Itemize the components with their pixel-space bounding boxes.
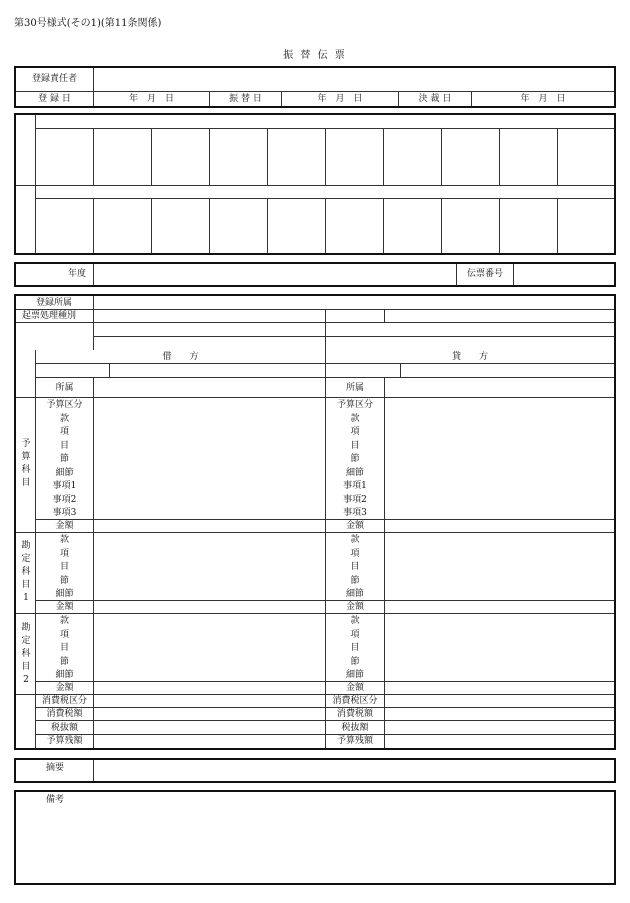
debit-acct2-kan: 款: [59, 616, 69, 626]
credit-budget-jikou2: 事項2: [343, 494, 367, 505]
credit-budget-moku: 目: [350, 440, 360, 451]
credit-budget-jikou1: 事項1: [343, 481, 367, 491]
form-title: 振 替 伝 票: [283, 50, 347, 61]
fiscal-year-label: 年度: [68, 269, 87, 279]
debit-tax-category: 消費税区分: [41, 696, 87, 706]
credit-tax-category: 消費税区分: [332, 696, 378, 706]
reg-dept-field[interactable]: [95, 297, 612, 308]
transfer-date-label: 振 替 日: [229, 94, 262, 104]
registrant-field[interactable]: [95, 70, 611, 89]
debit-acct1-moku: 目: [59, 562, 69, 572]
transfer-date-field[interactable]: 年 月 日: [317, 94, 363, 104]
debit-acct2-moku: 目: [59, 643, 69, 653]
credit-budget-jikou3: 事項3: [343, 508, 367, 518]
debit-budget-kan: 款: [59, 413, 69, 424]
debit-budget-amount: 金額: [55, 521, 74, 531]
credit-acct2-kan: 款: [350, 616, 360, 626]
stamp-grid-box: [14, 113, 616, 255]
debit-acct1-setsu: 節: [59, 575, 69, 586]
credit-dept-label: 所属: [345, 383, 364, 393]
proc-type-label: 起票処理種別: [22, 311, 77, 321]
credit-tax-amount: 消費税額: [336, 709, 373, 719]
debit-budget-saisetsu: 細節: [55, 467, 74, 478]
credit-acct1-amount: 金額: [345, 602, 364, 612]
credit-acct2-moku: 目: [350, 643, 360, 653]
debit-tax-amount: 消費税額: [46, 709, 83, 719]
credit-acct1-moku: 目: [350, 562, 360, 572]
form-id: 第30号様式(その1)(第11条関係): [14, 18, 162, 29]
reg-date-label: 登 録 日: [38, 94, 71, 104]
credit-pretax-amount: 税抜額: [341, 722, 369, 733]
credit-budget-saisetsu: 細節: [345, 467, 364, 478]
voucher-box: [14, 262, 616, 287]
debit-budget-kou: 項: [59, 427, 69, 437]
header-box: [14, 66, 616, 108]
credit-budget-balance: 予算残額: [336, 736, 373, 746]
debit-dept-label: 所属: [55, 383, 74, 393]
voucher-no-field[interactable]: [515, 266, 612, 283]
credit-acct2-amount: 金額: [345, 683, 364, 693]
debit-acct1-saisetsu: 細節: [55, 589, 74, 599]
debit-acct1-kan: 款: [59, 535, 69, 545]
credit-budget-kou: 項: [350, 427, 360, 437]
reg-dept-label: 登録所属: [36, 298, 73, 308]
credit-budget-setsu: 節: [350, 454, 360, 464]
credit-acct1-kan: 款: [350, 535, 360, 545]
budget-group-label: 予 算 科 目: [21, 439, 31, 488]
debit-acct2-kou: 項: [59, 629, 69, 640]
credit-budget-amount: 金額: [345, 521, 364, 531]
debit-acct1-amount: 金額: [55, 602, 74, 612]
credit-acct1-saisetsu: 細節: [345, 589, 364, 599]
credit-budget-kan: 款: [350, 413, 360, 424]
summary-box: [14, 758, 616, 783]
debit-acct2-setsu: 節: [59, 656, 69, 667]
approval-date-field[interactable]: 年 月 日: [520, 94, 566, 104]
debit-budget-jikou1: 事項1: [52, 481, 77, 491]
debit-budget-moku: 目: [59, 440, 69, 451]
credit-acct2-kou: 項: [350, 629, 360, 640]
debit-header: 借 方: [162, 352, 199, 362]
credit-acct2-saisetsu: 細節: [345, 670, 364, 680]
credit-acct1-kou: 項: [350, 548, 360, 559]
debit-budget-category: 予算区分: [46, 400, 83, 410]
credit-header: 貸 方: [451, 352, 488, 362]
credit-acct2-setsu: 節: [350, 656, 360, 667]
debit-budget-balance: 予算残額: [46, 736, 83, 746]
debit-budget-setsu: 節: [59, 454, 69, 464]
proc-type-field[interactable]: [95, 310, 323, 321]
fiscal-year-field[interactable]: [95, 266, 454, 283]
remarks-field[interactable]: [20, 808, 610, 879]
debit-budget-jikou2: 事項2: [52, 494, 77, 505]
debit-acct2-amount: 金額: [55, 683, 74, 693]
summary-field[interactable]: [95, 762, 612, 779]
credit-acct1-setsu: 節: [350, 575, 360, 586]
approval-date-label: 決 裁 日: [418, 94, 452, 104]
main-box: [14, 294, 616, 750]
reg-date-field[interactable]: 年 月 日: [128, 94, 174, 104]
credit-budget-category: 予算区分: [336, 400, 373, 410]
remarks-label: 備考: [46, 795, 65, 805]
debit-acct1-kou: 項: [59, 548, 69, 559]
voucher-no-label: 伝票番号: [466, 269, 503, 279]
debit-budget-jikou3: 事項3: [52, 508, 77, 518]
remarks-box: [14, 790, 616, 885]
debit-pretax-amount: 税抜額: [50, 722, 78, 733]
acct2-group-label: 勘 定 科 目 2: [21, 623, 31, 685]
acct1-group-label: 勘 定 科 目 1: [21, 541, 31, 603]
registrant-label: 登録責任者: [31, 74, 77, 84]
debit-acct2-saisetsu: 細節: [55, 670, 74, 680]
summary-label: 摘要: [46, 763, 65, 773]
